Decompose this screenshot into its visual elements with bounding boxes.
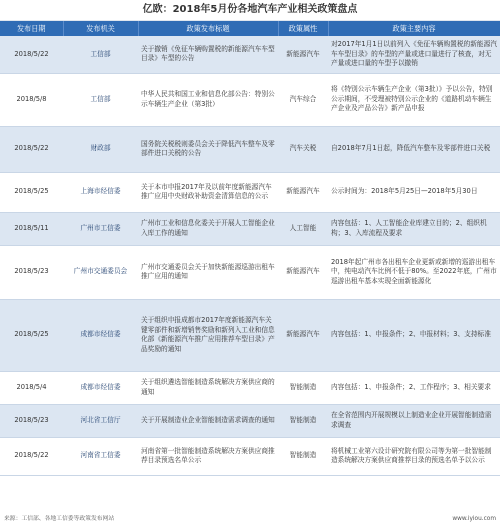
table-row <box>0 126 500 172</box>
table-row <box>0 404 500 437</box>
table-row <box>0 212 500 245</box>
cell-policy-title: 广州市交通委员会关于加快新能源巡游出租车推广应用的通知 <box>138 245 278 299</box>
cell-attribute: 智能制造 <box>278 437 328 475</box>
cell-content: 内容包括：1、申报条件；2、工作程序；3、相关要求 <box>328 371 500 404</box>
cell-date: 2018/5/8 <box>0 73 63 126</box>
cell-attribute: 新能源汽车 <box>278 245 328 299</box>
cell-policy-title: 国务院关税税则委员会关于降低汽车整车及零部件进口关税的公告 <box>138 126 278 172</box>
header-policy-attribute: 政策属性 <box>278 21 328 36</box>
cell-policy-title: 关于组织遴选智能制造系统解决方案供应商的通知 <box>138 371 278 404</box>
table-row <box>0 73 500 126</box>
cell-date: 2018/5/22 <box>0 437 63 475</box>
table-row <box>0 299 500 371</box>
cell-agency: 成都市经信委 <box>63 371 138 404</box>
table-row <box>0 245 500 299</box>
cell-agency: 广州市工信委 <box>63 212 138 245</box>
cell-attribute: 智能制造 <box>278 371 328 404</box>
cell-content: 内容包括：1、人工智能企业库建立目的；2、组织机构；3、入库流程及要求 <box>328 212 500 245</box>
cell-date: 2018/5/22 <box>0 126 63 172</box>
cell-attribute: 汽车关税 <box>278 126 328 172</box>
table-row <box>0 36 500 73</box>
cell-date: 2018/5/23 <box>0 404 63 437</box>
table-header-row <box>0 21 500 36</box>
page-title: 亿欧：2018年5月份各地汽车产业相关政策盘点 <box>0 0 500 21</box>
cell-agency: 成都市经信委 <box>63 299 138 371</box>
cell-policy-title: 广州市工业和信息化委关于开展人工智能企业入库工作的通知 <box>138 212 278 245</box>
cell-date: 2018/5/4 <box>0 371 63 404</box>
cell-content: 内容包括：1、申报条件；2、申报材料；3、支持标准 <box>328 299 500 371</box>
cell-policy-title: 河南省第一批智能制造系统解决方案供应商推荐目录预选名单公示 <box>138 437 278 475</box>
cell-content: 自2018年7月1日起，降低汽车整车及零部件进口关税 <box>328 126 500 172</box>
cell-agency: 河北省工信厅 <box>63 404 138 437</box>
cell-date: 2018/5/25 <box>0 299 63 371</box>
cell-date: 2018/5/25 <box>0 172 63 212</box>
footer <box>0 514 500 525</box>
cell-agency: 上海市经信委 <box>63 172 138 212</box>
table-row <box>0 172 500 212</box>
cell-agency: 工信部 <box>63 36 138 73</box>
cell-attribute: 新能源汽车 <box>278 172 328 212</box>
site-watermark: www.iyiou.com <box>452 516 496 522</box>
table-row <box>0 437 500 475</box>
cell-policy-title: 关于撤销《免征车辆购置税的新能源汽车车型目录》车型的公告 <box>138 36 278 73</box>
cell-attribute: 人工智能 <box>278 212 328 245</box>
cell-policy-title: 关于开展制造业企业智能制造需求调查的通知 <box>138 404 278 437</box>
header-policy-title: 政策发布标题 <box>138 21 278 36</box>
cell-content: 公示时间为：2018年5月25日—2018年5月30日 <box>328 172 500 212</box>
table-row <box>0 371 500 404</box>
cell-agency: 河南省工信委 <box>63 437 138 475</box>
policy-table <box>0 21 500 476</box>
source-note: 来源：工信部、各地工信委等政策发布网站 <box>4 516 115 522</box>
cell-content: 对2017年1月1日以前列入《免征车辆购置税的新能源汽车车型目录》的车型的产量或进口量进行了核查，对无产量或进口量的车型予以撤销 <box>328 36 500 73</box>
cell-agency: 财政部 <box>63 126 138 172</box>
cell-attribute: 汽车综合 <box>278 73 328 126</box>
cell-policy-title: 关于本市申报2017年及以前年度新能源汽车推广应用中央财政补助资金清算信息的公示 <box>138 172 278 212</box>
cell-agency: 工信部 <box>63 73 138 126</box>
cell-policy-title: 关于组织申报成都市2017年度新能源汽车关键零部件和新增销售奖励和新列入工业和信息化部《新能源汽车推广应用推荐车型目录》产品奖励的通知 <box>138 299 278 371</box>
cell-attribute: 新能源汽车 <box>278 299 328 371</box>
cell-attribute: 智能制造 <box>278 404 328 437</box>
cell-content: 将《特别公示车辆生产企业（第3批）》予以公告，特别公示期间，不受理被特别公示企业的《道路机动车辆生产企业及产品公告》新产品申报 <box>328 73 500 126</box>
cell-date: 2018/5/11 <box>0 212 63 245</box>
header-policy-content: 政策主要内容 <box>328 21 500 36</box>
cell-attribute: 新能源汽车 <box>278 36 328 73</box>
cell-date: 2018/5/23 <box>0 245 63 299</box>
cell-content: 将机械工业第六设计研究院有限公司等为第一批智能制造系统解决方案供应商推荐目录的预选名单予以公示 <box>328 437 500 475</box>
header-date: 发布日期 <box>0 21 63 36</box>
header-agency: 发布机关 <box>63 21 138 36</box>
cell-policy-title: 中华人民共和国工业和信息化部公告：特别公示车辆生产企业（第3批） <box>138 73 278 126</box>
cell-content: 在全省范围内开展规模以上制造业企业开展智能制造需求调查 <box>328 404 500 437</box>
cell-content: 2018年起广州市各出租车企业更新或新增的巡游出租车中，纯电动汽车比例不低于80%。至2022年底，广州市巡游出租车基本实现全面新能源化 <box>328 245 500 299</box>
cell-agency: 广州市交通委员会 <box>63 245 138 299</box>
cell-date: 2018/5/22 <box>0 36 63 73</box>
